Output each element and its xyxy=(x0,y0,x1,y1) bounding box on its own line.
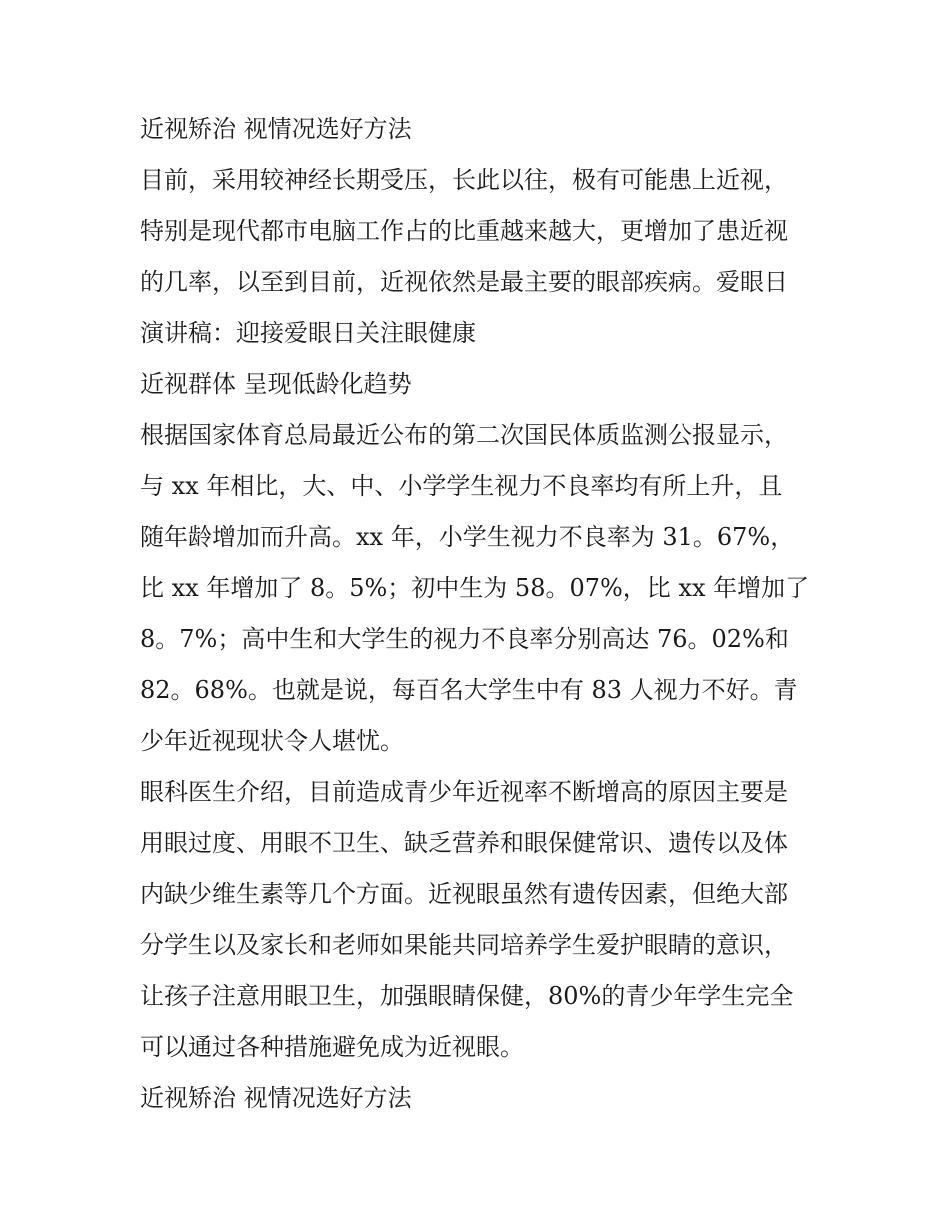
text-line: 比 xx 年增加了 8。5%；初中生为 58。07%，比 xx 年增加了 xyxy=(140,574,810,602)
text-line: 随年龄增加而升高。xx 年，小学生视力不良率为 31。67%， xyxy=(140,523,795,551)
text-line: 内缺少维生素等几个方面。近视眼虽然有遗传因素，但绝大部 xyxy=(140,880,788,908)
heading-myopia-group: 近视群体 呈现低龄化趋势 xyxy=(140,370,412,398)
text-line: 8。7%；高中生和大学生的视力不良率分别高达 76。02%和 xyxy=(140,625,789,653)
text-line: 分学生以及家长和老师如果能共同培养学生爱护眼睛的意识， xyxy=(140,931,788,959)
text-line: 与 xx 年相比，大、中、小学学生视力不良率均有所上升，且 xyxy=(140,472,783,500)
text-line: 根据国家体育总局最近公布的第二次国民体质监测公报显示， xyxy=(140,421,788,449)
heading-myopia-correction-repeat: 近视矫治 视情况选好方法 xyxy=(140,1084,412,1112)
text-line: 目前，采用较神经长期受压，长此以往，极有可能患上近视， xyxy=(140,166,788,194)
text-line: 少年近视现状令人堪忧。 xyxy=(140,727,404,755)
text-line: 演讲稿：迎接爱眼日关注眼健康 xyxy=(140,319,476,347)
text-line: 特别是现代都市电脑工作占的比重越来越大，更增加了患近视 xyxy=(140,217,788,245)
text-line: 82。68%。也就是说，每百名大学生中有 83 人视力不好。青 xyxy=(140,676,798,704)
text-line: 用眼过度、用眼不卫生、缺乏营养和眼保健常识、遗传以及体 xyxy=(140,829,788,857)
document-body xyxy=(140,104,820,1124)
text-line: 让孩子注意用眼卫生，加强眼睛保健，80%的青少年学生完全 xyxy=(140,982,794,1010)
text-line: 可以通过各种措施避免成为近视眼。 xyxy=(140,1033,524,1061)
text-line: 眼科医生介绍，目前造成青少年近视率不断增高的原因主要是 xyxy=(140,778,788,806)
heading-myopia-correction: 近视矫治 视情况选好方法 xyxy=(140,115,412,143)
text-line: 的几率，以至到目前，近视依然是最主要的眼部疾病。爱眼日 xyxy=(140,268,788,296)
